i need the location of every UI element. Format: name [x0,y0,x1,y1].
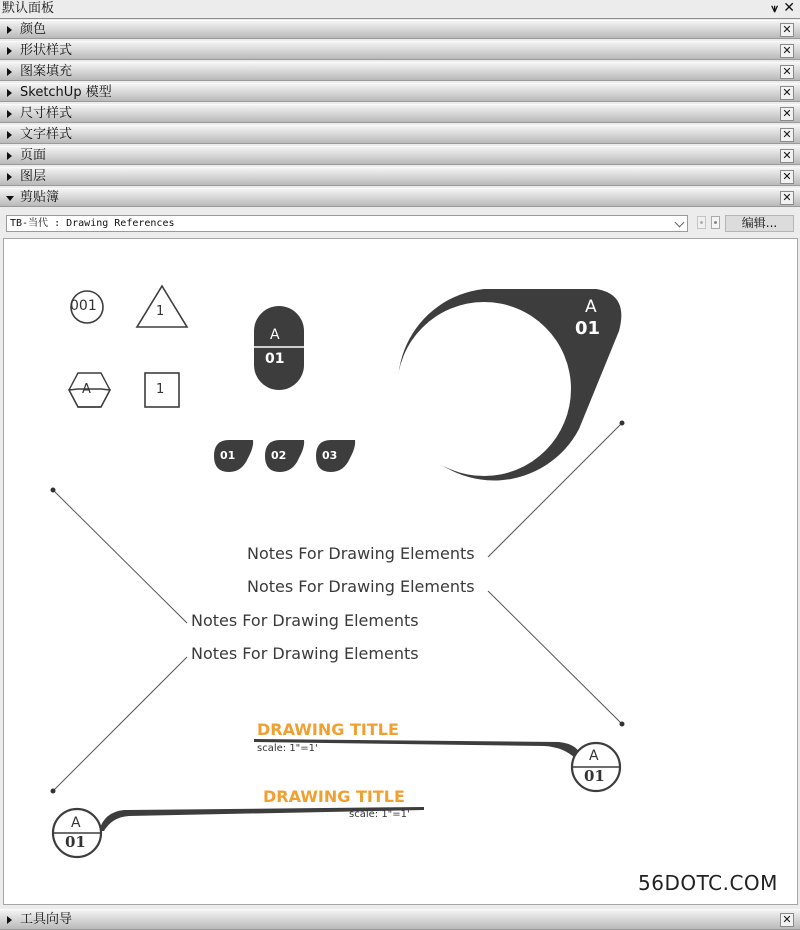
drawing-title: DRAWING TITLE [257,720,399,739]
tray-close-icon[interactable]: ✕ [780,107,794,121]
tray-label: 工具向导 [20,912,73,927]
chevron-down-icon [675,218,685,228]
tray-close-icon[interactable]: ✕ [780,44,794,58]
expand-arrow-icon [7,68,12,76]
scale-text: scale: 1"=1' [349,809,410,820]
tray-label: 剪贴簿 [20,190,60,205]
tray-label: SketchUp 模型 [20,85,112,100]
next-page-icon[interactable] [711,216,720,229]
tray-dimension-style[interactable] [0,104,800,123]
watermark: 56DOTC.COM [638,871,778,895]
tray-close-icon[interactable]: ✕ [780,128,794,142]
expand-arrow-icon [7,47,12,55]
expand-arrow-icon [7,89,12,97]
tray-text-style[interactable] [0,125,800,144]
triangle-tag-text: 1 [156,304,165,319]
tray-close-icon[interactable]: ✕ [780,149,794,163]
tray-close-icon[interactable]: ✕ [780,86,794,100]
title-callout-top-text: A [71,815,81,831]
pill-tag-shape [254,306,304,390]
tray-close-icon[interactable]: ✕ [780,23,794,37]
note-text: Notes For Drawing Elements [247,544,475,563]
tray-label: 颜色 [20,22,47,37]
circle-tag-text: 001 [70,298,97,314]
drop-text: 01 [220,449,236,462]
pin-icon[interactable]: ⩛ [771,1,778,15]
expand-arrow-icon [7,26,12,34]
tray-label: 尺寸样式 [20,106,73,121]
close-icon[interactable]: ✕ [783,0,795,16]
scrapbook-canvas[interactable] [3,238,798,905]
tray-pattern-fill[interactable] [0,62,800,81]
scrapbook-select[interactable] [6,215,688,232]
title-callout-bottom-text: 01 [65,833,86,851]
tray-label: 图层 [20,169,47,184]
pill-bottom-text: 01 [265,351,285,367]
pill-top-text: A [270,327,280,343]
scrapbook-select-value: TB-当代 : Drawing References [10,218,175,229]
expand-arrow-icon [7,916,12,924]
large-callout-top-text: A [585,297,597,317]
drop-text: 03 [322,449,338,462]
tray-scrapbooks[interactable] [0,188,800,207]
edit-button[interactable]: 编辑... [725,215,794,232]
tray-label: 文字样式 [20,127,73,142]
tray-instructor[interactable] [0,909,800,930]
tray-close-icon[interactable]: ✕ [780,65,794,79]
square-tag-text: 1 [156,382,165,397]
tray-shape-style[interactable] [0,41,800,60]
tray-pages[interactable] [0,146,800,165]
tray-layers[interactable] [0,167,800,186]
title-callout-top-text: A [589,748,599,764]
scale-text: scale: 1"=1' [257,743,318,754]
tray-sketchup-model[interactable] [0,83,800,102]
tray-label: 形状样式 [20,43,73,58]
expand-arrow-icon [7,152,12,160]
hexagon-tag-text: A [82,382,91,397]
note-text: Notes For Drawing Elements [191,644,419,663]
previous-page-icon[interactable] [697,216,706,229]
tray-label: 页面 [20,148,47,163]
panel-title: 默认面板 [2,1,55,16]
large-callout-bottom-text: 01 [575,318,601,339]
collapse-arrow-icon [6,196,14,201]
tray-close-icon[interactable]: ✕ [780,170,794,184]
panel-titlebar [0,0,800,19]
drawing-title: DRAWING TITLE [263,787,405,806]
tray-close-icon[interactable]: ✕ [780,913,794,927]
scrapbook-toolbar [0,208,800,238]
expand-arrow-icon [7,110,12,118]
expand-arrow-icon [7,173,12,181]
tray-close-icon[interactable]: ✕ [780,191,794,205]
note-text: Notes For Drawing Elements [191,611,419,630]
note-text: Notes For Drawing Elements [247,577,475,596]
tray-colors[interactable] [0,20,800,39]
drop-text: 02 [271,449,287,462]
expand-arrow-icon [7,131,12,139]
tray-label: 图案填充 [20,64,73,79]
title-callout-bottom-text: 01 [584,767,605,785]
